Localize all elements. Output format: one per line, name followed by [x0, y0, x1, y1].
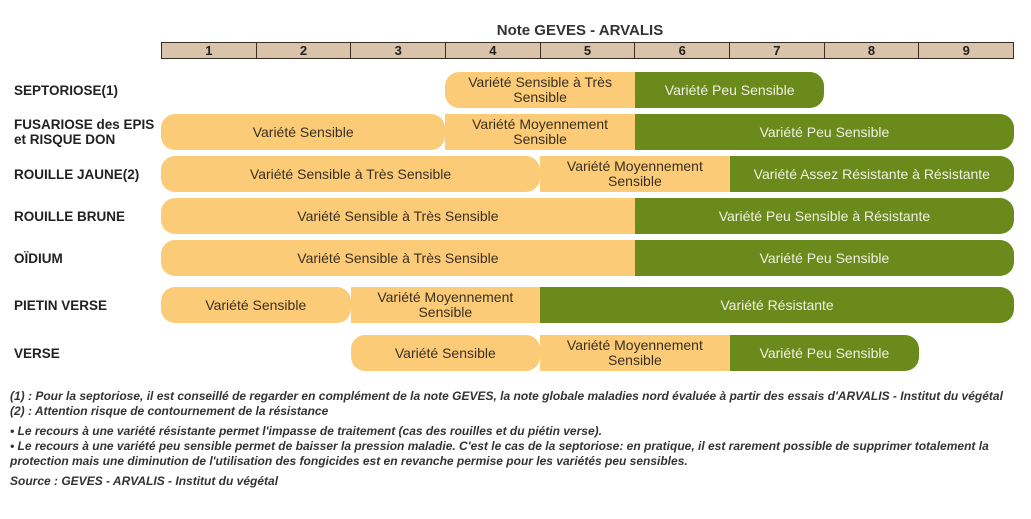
rating-bar-rouille-jaune-2-2: Variété Moyennement Sensible — [540, 156, 730, 192]
rating-bar-oidium-1: Variété Sensible à Très Sensible — [161, 240, 635, 276]
rating-bar-rouille-jaune-2-3: Variété Assez Résistante à Résistante — [730, 156, 1014, 192]
rating-bar-fusariose-des-epis-et-risque-don-3: Variété Peu Sensible — [635, 114, 1014, 150]
bullet-note-low-sensitivity: • Le recours à une variété peu sensible permet de baisser la pression maladie. C'est le cas de la septoriose: en pratique, il est rarement possible de supprimer totalement la protection mais une diminution de l'utilisation des fongicides est en revanche permise pour les variétés peu sensibles. — [10, 439, 989, 468]
rating-bar-verse-2: Variété Moyennement Sensible — [540, 335, 730, 371]
footnote-1: (1) : Pour la septoriose, il est conseillé de regarder en complément de la note GEVES, la note globale maladies nord évaluée à partir des essais d'ARVALIS - Institut du végétal — [10, 389, 1003, 403]
row-label-rouille-jaune-2: ROUILLE JAUNE(2) — [14, 166, 140, 182]
scale-tick-5: 5 — [541, 43, 636, 58]
scale-tick-7: 7 — [730, 43, 825, 58]
rating-bar-fusariose-des-epis-et-risque-don-1: Variété Sensible — [161, 114, 445, 150]
rating-bar-septoriose-1-1: Variété Sensible à Très Sensible — [445, 72, 635, 108]
row-label-septoriose-1: SEPTORIOSE(1) — [14, 82, 119, 98]
row-label-verse: VERSE — [14, 345, 60, 361]
rating-bar-pietin-verse-1: Variété Sensible — [161, 287, 351, 323]
source-note: Source : GEVES - ARVALIS - Institut du végétal — [10, 474, 279, 488]
rating-bar-pietin-verse-3: Variété Résistante — [540, 287, 1014, 323]
rating-bar-verse-1: Variété Sensible — [351, 335, 541, 371]
rating-bar-rouille-jaune-2-1: Variété Sensible à Très Sensible — [161, 156, 540, 192]
row-label-fusariose-des-epis-et-risque-don: FUSARIOSE des EPIS et RISQUE DON — [14, 117, 155, 147]
row-label-oidium: OÏDIUM — [14, 250, 63, 266]
rating-scale — [161, 42, 1014, 59]
rating-bar-rouille-brune-2: Variété Peu Sensible à Résistante — [635, 198, 1014, 234]
rating-bar-fusariose-des-epis-et-risque-don-2: Variété Moyennement Sensible — [445, 114, 635, 150]
footnotes — [10, 389, 1020, 489]
row-label-pietin-verse: PIETIN VERSE — [14, 297, 108, 313]
scale-tick-2: 2 — [257, 43, 352, 58]
rating-bar-septoriose-1-2: Variété Peu Sensible — [635, 72, 825, 108]
footnote-2: (2) : Attention risque de contournement de la résistance — [10, 404, 329, 418]
rating-bar-verse-3: Variété Peu Sensible — [730, 335, 920, 371]
row-label-rouille-brune: ROUILLE BRUNE — [14, 208, 125, 224]
chart-title: Note GEVES - ARVALIS — [496, 22, 664, 39]
rating-bar-pietin-verse-2: Variété Moyennement Sensible — [351, 287, 541, 323]
scale-tick-1: 1 — [162, 43, 257, 58]
rating-bar-oidium-2: Variété Peu Sensible — [635, 240, 1014, 276]
scale-tick-6: 6 — [635, 43, 730, 58]
bullet-note-resistant: • Le recours à une variété résistante permet l'impasse de traitement (cas des rouilles et du piétin verse). — [10, 424, 602, 438]
scale-tick-3: 3 — [351, 43, 446, 58]
scale-tick-8: 8 — [825, 43, 920, 58]
scale-tick-4: 4 — [446, 43, 541, 58]
rating-bar-rouille-brune-1: Variété Sensible à Très Sensible — [161, 198, 635, 234]
scale-tick-9: 9 — [962, 43, 970, 58]
